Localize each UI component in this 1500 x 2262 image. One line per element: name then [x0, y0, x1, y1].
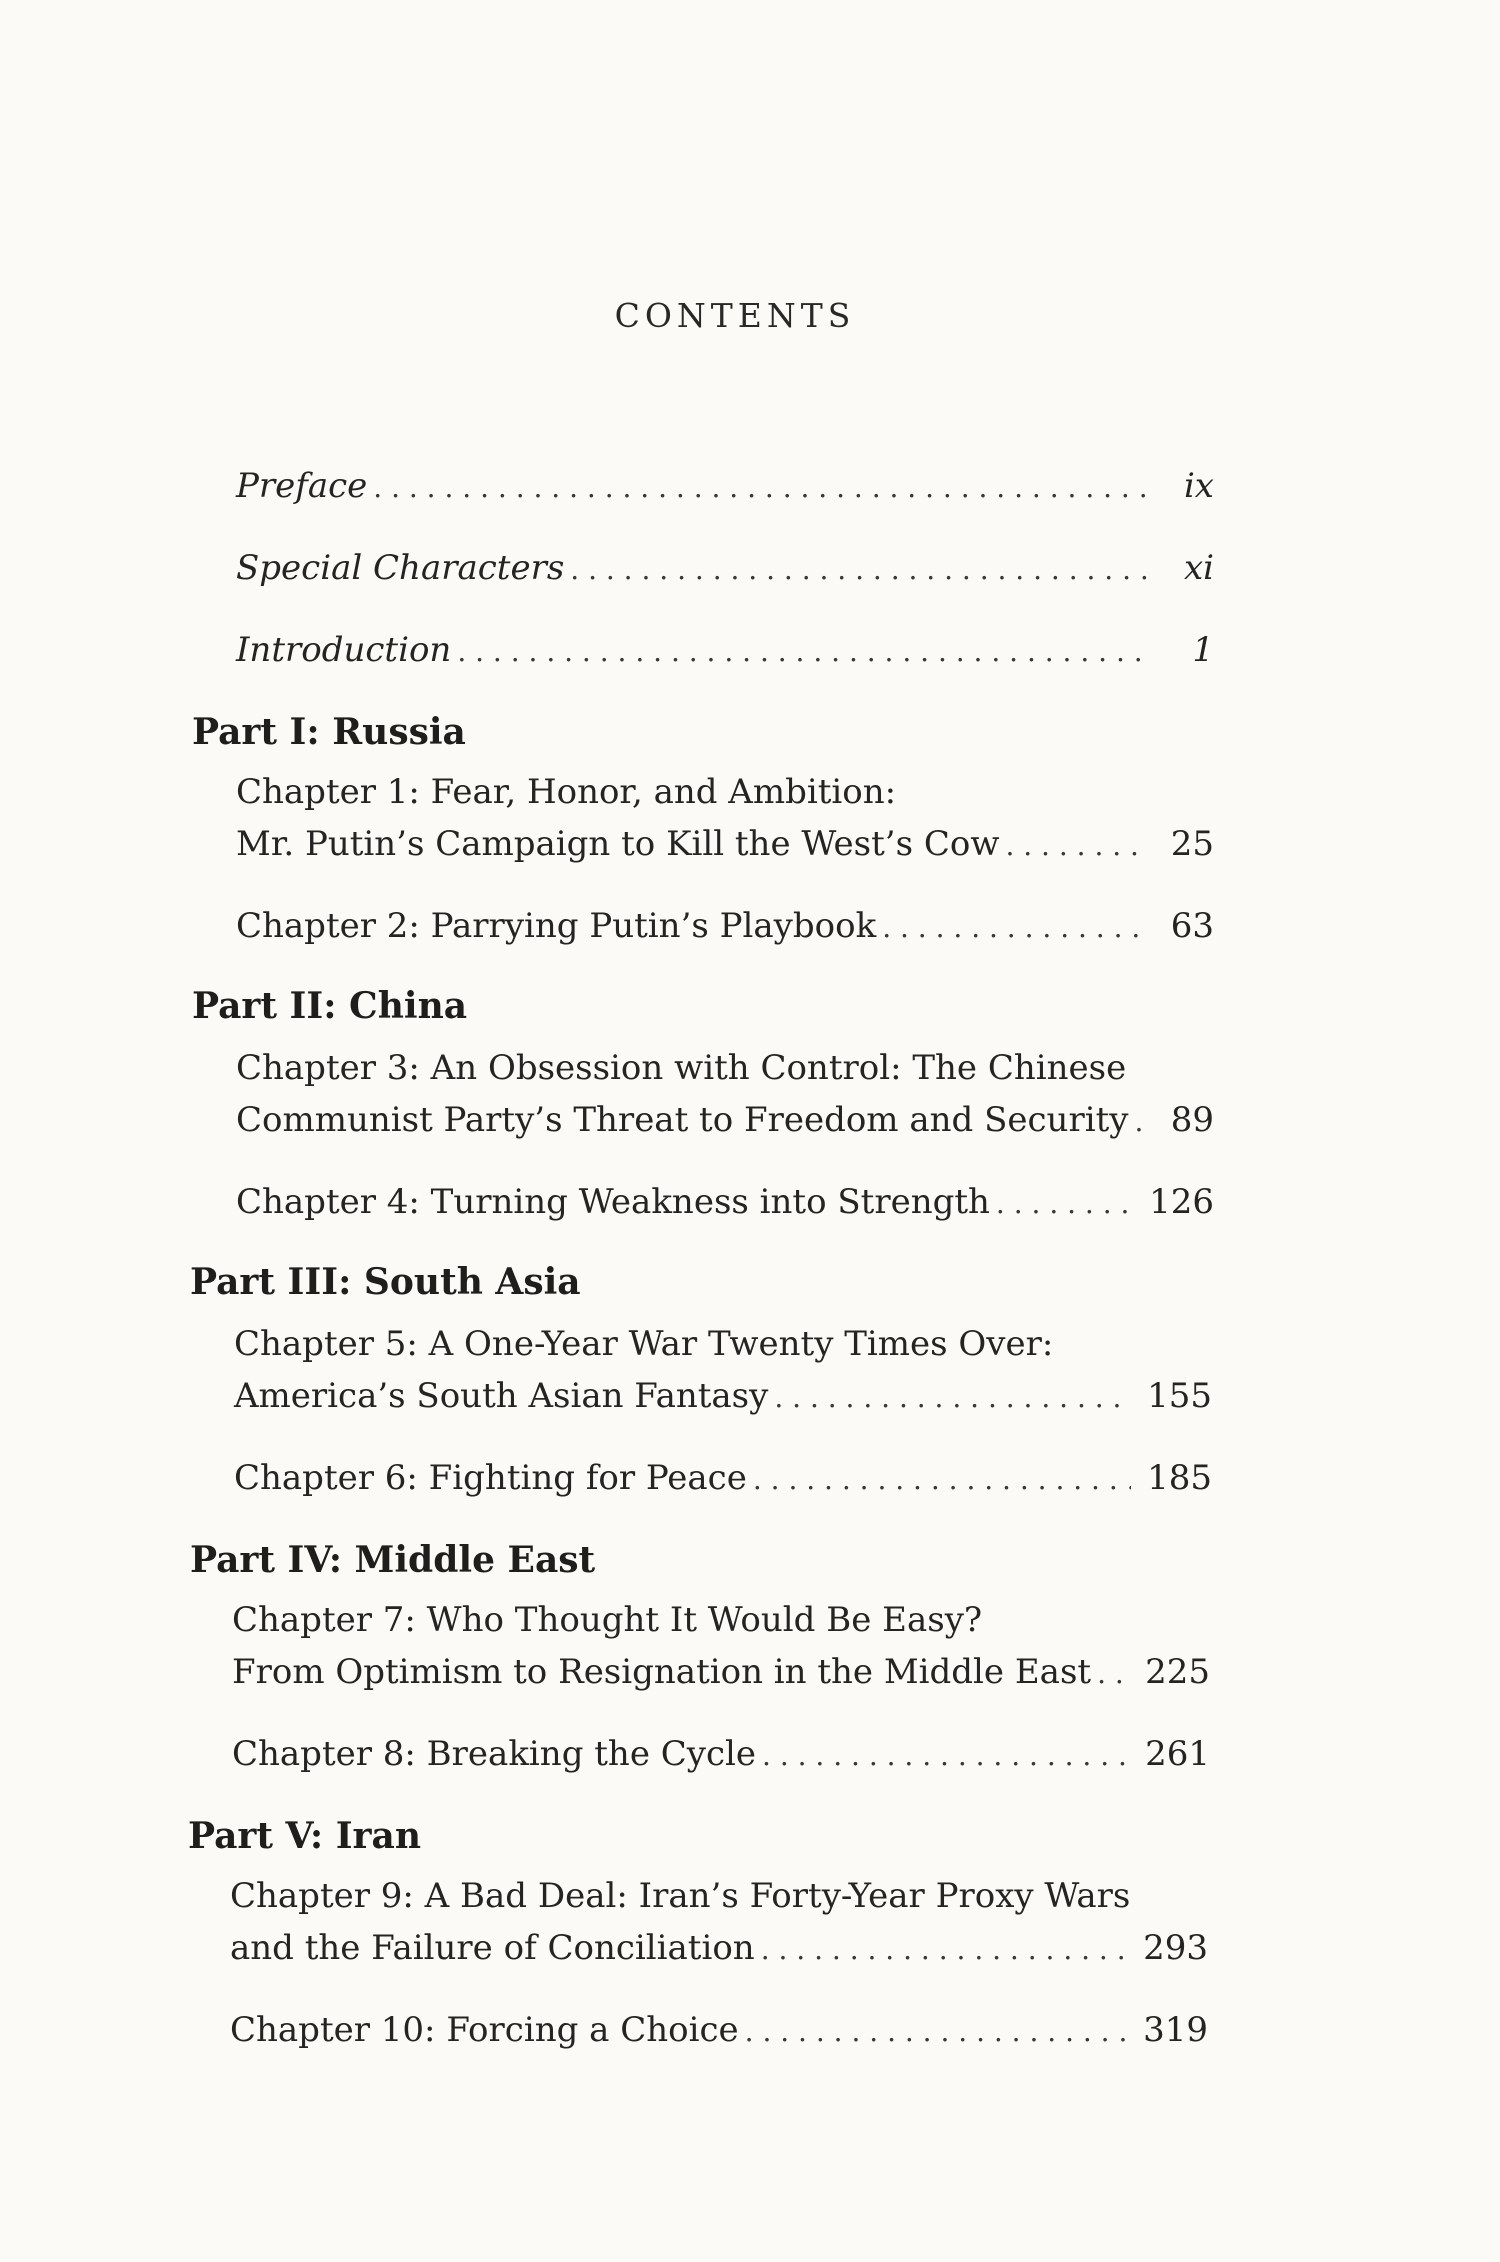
part-heading-russia: Part I: Russia: [192, 711, 466, 753]
entry-page-number: ix: [1183, 466, 1214, 506]
toc-entry-chapter-3[interactable]: [236, 1094, 1214, 1148]
dot-leader: [1134, 1096, 1148, 1148]
entry-title: Preface: [236, 466, 368, 506]
entry-title: America’s South Asian Fantasy: [234, 1376, 769, 1416]
entry-page-number: 1: [1192, 630, 1214, 670]
chapter-9-title-line1: Chapter 9: A Bad Deal: Iran’s Forty-Year Proxy Wars: [230, 1876, 1131, 1916]
toc-entry-chapter-10[interactable]: [230, 2004, 1208, 2058]
entry-title: Chapter 6: Fighting for Peace: [234, 1458, 747, 1498]
toc-entry-chapter-8[interactable]: [232, 1728, 1210, 1782]
dot-leader: [570, 544, 1148, 596]
entry-page-number: xi: [1183, 548, 1214, 588]
chapter-1-title-line1: Chapter 1: Fear, Honor, and Ambition:: [236, 772, 897, 812]
dot-leader: [373, 462, 1148, 514]
dot-leader: [1005, 820, 1148, 872]
entry-page-number: 225: [1145, 1652, 1210, 1692]
entry-page-number: 89: [1170, 1100, 1214, 1140]
toc-entry-chapter-7[interactable]: [232, 1646, 1210, 1700]
entry-title: Chapter 10: Forcing a Choice: [230, 2010, 739, 2050]
toc-entry-chapter-9[interactable]: [230, 1922, 1208, 1976]
entry-title: Special Characters: [236, 548, 565, 588]
toc-entry-introduction[interactable]: [236, 624, 1214, 678]
toc-entry-chapter-2[interactable]: [236, 900, 1214, 954]
entry-page-number: 185: [1147, 1458, 1212, 1498]
entry-page-number: 155: [1147, 1376, 1212, 1416]
dot-leader: [1097, 1648, 1129, 1700]
entry-page-number: 261: [1145, 1734, 1210, 1774]
part-heading-south-asia: Part III: South Asia: [190, 1261, 581, 1303]
entry-title: and the Failure of Conciliation: [230, 1928, 755, 1968]
entry-title: Chapter 2: Parrying Putin’s Playbook: [236, 906, 877, 946]
toc-entry-chapter-6[interactable]: [234, 1452, 1212, 1506]
toc-entry-chapter-4[interactable]: [236, 1176, 1214, 1230]
dot-leader: [882, 902, 1148, 954]
dot-leader: [774, 1372, 1131, 1424]
part-heading-china: Part II: China: [192, 985, 468, 1027]
entry-title: Chapter 8: Breaking the Cycle: [232, 1734, 757, 1774]
chapter-7-title-line1: Chapter 7: Who Thought It Would Be Easy?: [232, 1600, 983, 1640]
dot-leader: [761, 1924, 1127, 1976]
entry-page-number: 25: [1170, 824, 1214, 864]
entry-title: Communist Party’s Threat to Freedom and Security: [236, 1100, 1129, 1140]
dot-leader: [745, 2006, 1127, 2058]
chapter-3-title-line1: Chapter 3: An Obsession with Control: The Chinese: [236, 1048, 1127, 1088]
toc-entry-chapter-5[interactable]: [234, 1370, 1212, 1424]
toc-entry-special-characters[interactable]: [236, 542, 1214, 596]
dot-leader: [996, 1178, 1133, 1230]
entry-page-number: 63: [1170, 906, 1214, 946]
entry-page-number: 319: [1143, 2010, 1208, 2050]
dot-leader: [457, 626, 1148, 678]
entry-title: Introduction: [236, 630, 452, 670]
entry-title: Mr. Putin’s Campaign to Kill the West’s Cow: [236, 824, 1000, 864]
entry-page-number: 126: [1149, 1182, 1214, 1222]
dot-leader: [762, 1730, 1129, 1782]
toc-entry-preface[interactable]: [236, 460, 1214, 514]
entry-page-number: 293: [1143, 1928, 1208, 1968]
entry-title: Chapter 4: Turning Weakness into Strength: [236, 1182, 990, 1222]
page-title: CONTENTS: [614, 296, 856, 335]
part-heading-iran: Part V: Iran: [188, 1815, 421, 1857]
part-heading-middle-east: Part IV: Middle East: [190, 1539, 596, 1581]
chapter-5-title-line1: Chapter 5: A One-Year War Twenty Times Over:: [234, 1324, 1054, 1364]
toc-entry-chapter-1[interactable]: [236, 818, 1214, 872]
dot-leader: [753, 1454, 1131, 1506]
entry-title: From Optimism to Resignation in the Middle East: [232, 1652, 1092, 1692]
